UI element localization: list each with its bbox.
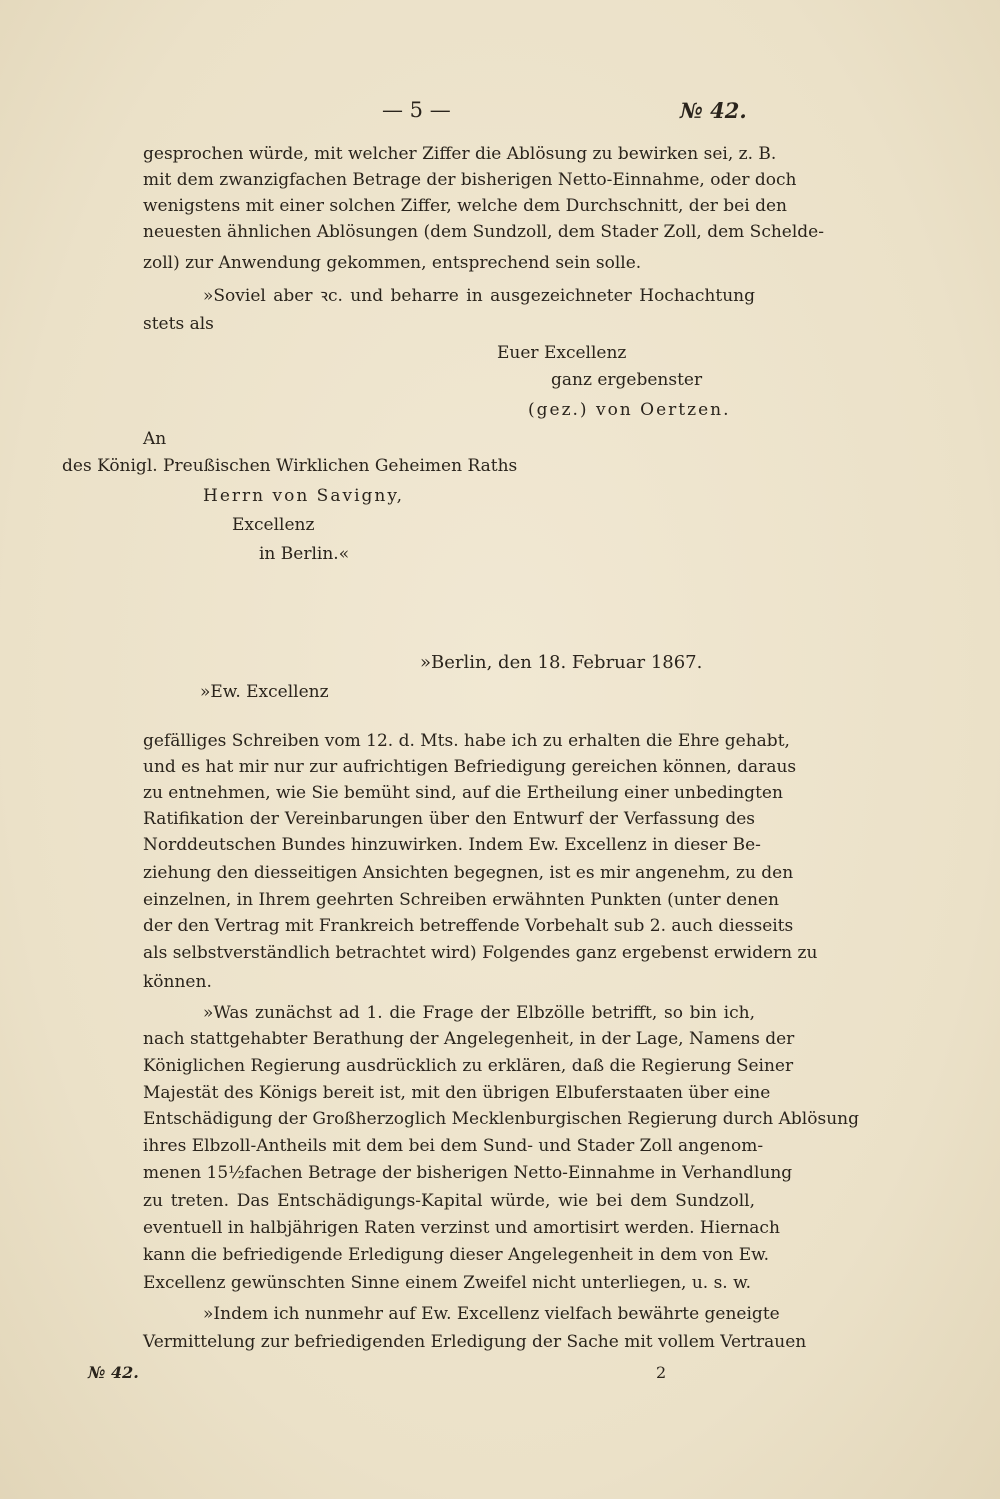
text-line: Entschädigung der Großherzoglich Mecklenburgischen Regierung durch Ablösung [143, 1109, 859, 1129]
salutation: »Ew. Excellenz [200, 682, 329, 702]
text-line: zu treten. Das Entschädigungs-Kapital würde, wie bei dem Sundzoll, [143, 1191, 755, 1211]
text-line: Vermittelung zur befriedigenden Erledigung der Sache mit vollem Vertrauen [143, 1332, 807, 1352]
text-line: und es hat mir nur zur aufrichtigen Befriedigung gereichen können, daraus [143, 757, 797, 777]
address-line: in Berlin.« [259, 544, 350, 564]
address-line: Excellenz [232, 515, 315, 535]
document-number: № 42. [680, 98, 747, 123]
address-line: des Königl. Preußischen Wirklichen Geheimen Raths [62, 456, 518, 476]
text-line: der den Vertrag mit Frankreich betreffende Vorbehalt sub 2. auch diesseits [143, 916, 794, 936]
text-line: »Was zunächst ad 1. die Frage der Elbzölle betrifft, so bin ich, [203, 1003, 755, 1023]
text-line: als selbstverständlich betrachtet wird) Folgendes ganz ergebenst erwidern zu [143, 943, 818, 963]
place-date: »Berlin, den 18. Februar 1867. [420, 652, 703, 673]
text-line: wenigstens mit einer solchen Ziffer, welche dem Durchschnitt, der bei den [143, 196, 787, 216]
text-line: neuesten ähnlichen Ablösungen (dem Sundzoll, dem Stader Zoll, dem Schelde- [143, 222, 824, 242]
text-line: einzelnen, in Ihrem geehrten Schreiben erwähnten Punkten (unter denen [143, 890, 779, 910]
text-line: »Indem ich nunmehr auf Ew. Excellenz vielfach bewährte geneigte [203, 1304, 780, 1324]
signature: (gez.) von Oertzen. [528, 400, 731, 420]
text-line: zoll) zur Anwendung gekommen, entsprechend sein solle. [143, 253, 642, 273]
text-line: Majestät des Königs bereit ist, mit den übrigen Elbuferstaaten über eine [143, 1083, 771, 1103]
complimentary-close: ganz ergebenster [551, 370, 703, 390]
salutation: Euer Excellenz [497, 343, 627, 363]
text-line: kann die befriedigende Erledigung dieser Angelegenheit in dem von Ew. [143, 1245, 770, 1265]
text-line: Ratifikation der Vereinbarungen über den Entwurf der Verfassung des [143, 809, 755, 829]
text-line: können. [143, 972, 212, 992]
footer-document-number: № 42. [88, 1363, 139, 1382]
text-line: nach stattgehabter Berathung der Angelegenheit, in der Lage, Namens der [143, 1029, 795, 1049]
closing-line: stets als [143, 314, 214, 334]
page-number: — 5 — [382, 98, 451, 122]
text-line: ziehung den diesseitigen Ansichten begegnen, ist es mir angenehm, zu den [143, 863, 794, 883]
text-line: zu entnehmen, wie Sie bemüht sind, auf die Ertheilung einer unbedingten [143, 783, 783, 803]
text-line: menen 15½fachen Betrage der bisherigen Netto-Einnahme in Verhandlung [143, 1163, 793, 1183]
address-line: Herrn von Savigny, [203, 486, 405, 506]
address-line: An [143, 429, 167, 449]
text-line: eventuell in halbjährigen Raten verzinst und amortisirt werden. Hiernach [143, 1218, 780, 1238]
text-line: mit dem zwanzigfachen Betrage der bisherigen Netto-Einnahme, oder doch [143, 170, 797, 190]
text-line: Norddeutschen Bundes hinzuwirken. Indem Ew. Excellenz in dieser Be- [143, 835, 761, 855]
text-line: gefälliges Schreiben vom 12. d. Mts. habe ich zu erhalten die Ehre gehabt, [143, 731, 790, 751]
closing-line: »Soviel aber ꝛc. und beharre in ausgezeichneter Hochachtung [203, 286, 755, 306]
text-line: Excellenz gewünschten Sinne einem Zweifel nicht unterliegen, u. s. w. [143, 1273, 752, 1293]
text-line: ihres Elbzoll-Antheils mit dem bei dem Sund- und Stader Zoll angenom- [143, 1136, 764, 1156]
text-line: Königlichen Regierung ausdrücklich zu erklären, daß die Regierung Seiner [143, 1056, 794, 1076]
signature-mark: 2 [656, 1363, 667, 1382]
text-line: gesprochen würde, mit welcher Ziffer die Ablösung zu bewirken sei, z. B. [143, 144, 777, 164]
